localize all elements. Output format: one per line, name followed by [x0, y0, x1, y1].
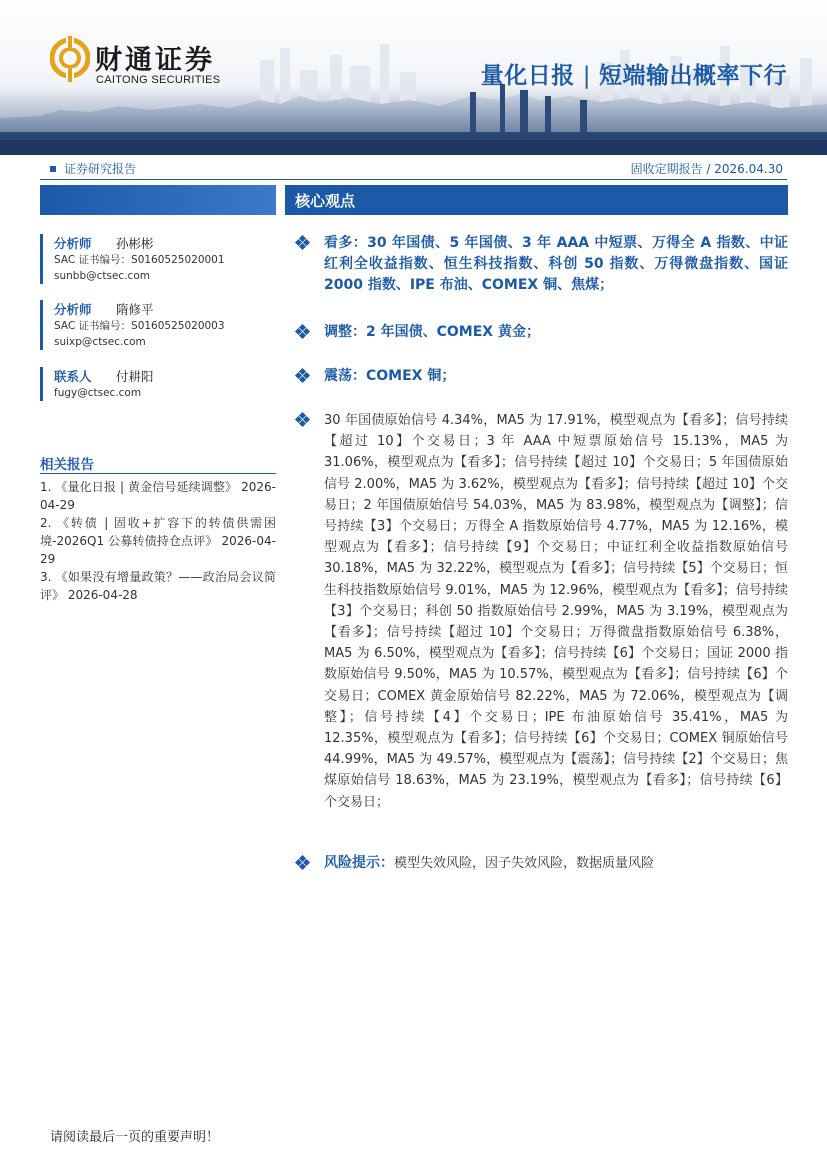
core-bullet-range	[296, 366, 788, 387]
core-views-title: 核心观点	[295, 192, 356, 210]
diamond-bullet-icon	[296, 413, 310, 427]
square-bullet-icon	[50, 166, 56, 172]
analyst-name: 隋修平	[116, 302, 154, 317]
analyst-role: 分析师	[54, 302, 92, 317]
report-series: 量化日报	[480, 63, 575, 89]
analyst-cert: SAC 证书编号：S0160525020003	[54, 320, 225, 332]
contact-role: 联系人	[54, 369, 92, 384]
contact-name: 付耕阳	[116, 369, 154, 384]
diamond-bullet-icon	[296, 325, 310, 339]
doc-type	[50, 160, 136, 177]
doc-type-label: 证券研究报告	[64, 162, 137, 176]
related-report-item[interactable]: 1. 《量化日报 | 黄金信号延续调整》 2026-04-29	[40, 480, 276, 512]
logo-english-name: CAITONG SECURITIES	[96, 74, 221, 86]
disclaimer-footer: 请阅读最后一页的重要声明！	[50, 1130, 220, 1145]
signal-details-paragraph: 30 年国债原始信号 4.34%，MA5 为 17.91%，模型观点为【看多】；信号持续【超过 10】个交易日；3 年 AAA 中短票原始信号 15.13%，MA5 为 31.06%，模型观点为【看多】；信号持续【超过 10】个交易日；5 年国债原始信号 2.00%，MA5 为 3.62%，模型观点为【看多】；信号持续【超过 10】个交易日；2 年国债原始信号 54.03%，MA5 为 83.98%，模型观点为【调整】；信号持续【3】个交易日；万得全 A 指数原始信号 4.77%，MA5 为 12.16%，模型观点为【看多】；信号持续【9】个交易日；中证红利全收益指数原始信号 30.18%，MA5 为 32.22%，模型观点为【看多】；信号持续【5】个交易日；恒生科技指数原始信号 9.01%，MA5 为 12.96%，模型观点为【看多】；信号持续【3】个交易日；科创 50 指数原始信号 2.99%，MA5 为 3.19%，模型观点为【看多】；信号持续【超过 10】个交易日；万得微盘指数原始信号 6.38%，MA5 为 6.50%，模型观点为【看多】；信号持续【6】个交易日；国证 2000 指数原始信号 9.50%，MA5 为 10.57%，模型观点为【看多】；信号持续【6】个交易日；COMEX 黄金原始信号 82.22%，MA5 为 72.06%，模型观点为【调整】；信号持续【4】个交易日；IPE 布油原始信号 35.41%，MA5 为 12.35%，模型观点为【看多】；信号持续【6】个交易日；COMEX 铜原始信号 44.99%，MA5 为 49.57%，模型观点为【震荡】；信号持续【2】个交易日；焦煤原始信号 18.63%，MA5 为 23.19%，模型观点为【看多】；信号持续【6】个交易日；	[324, 413, 788, 810]
core-views-header	[285, 185, 788, 215]
company-logo	[50, 36, 250, 96]
analyst-email[interactable]: sunbb@ctsec.com	[54, 270, 150, 282]
core-bullet-details	[296, 410, 788, 813]
adjust-list: 调整：2 年国债、COMEX 黄金；	[324, 324, 540, 340]
risk-label: 风险提示：	[324, 855, 394, 871]
related-reports	[40, 453, 276, 604]
diamond-bullet-icon	[296, 369, 310, 383]
range-list: 震荡：COMEX 铜；	[324, 368, 456, 384]
report-meta-bar	[40, 158, 787, 180]
report-headline: 短端输出概率下行	[599, 63, 787, 89]
sidebar-header-bar	[40, 185, 276, 215]
bullish-list: 看多：30 年国债、5 年国债、3 年 AAA 中短票、万得全 A 指数、中证红利全收益指数、恒生科技指数、科创 50 指数、万得微盘指数、国证 2000 指数、IPE 布油、COMEX 铜、焦煤；	[324, 235, 788, 293]
related-report-item[interactable]: 2. 《转债 | 固收+扩容下的转债供需困境-2026Q1 公募转债持仓点评》 2026-04-29	[40, 516, 276, 566]
diamond-bullet-icon	[296, 236, 310, 250]
risk-warning	[324, 853, 788, 874]
report-title	[481, 57, 787, 90]
report-header	[0, 0, 827, 155]
related-reports-title: 相关报告	[40, 457, 94, 473]
contact-email[interactable]: fugy@ctsec.com	[54, 387, 142, 399]
related-report-item[interactable]: 3. 《如果没有增量政策？——政治局会议简评》 2026-04-28	[40, 570, 276, 602]
caitong-logo-icon	[50, 36, 90, 84]
diamond-bullet-icon	[296, 856, 310, 870]
analyst-card	[40, 234, 276, 284]
core-bullet-adjust	[296, 322, 788, 343]
category-date: 固收定期报告 / 2026.04.30	[630, 162, 783, 176]
analyst-role: 分析师	[54, 236, 92, 251]
title-separator: |	[582, 63, 591, 89]
analyst-email[interactable]: suixp@ctsec.com	[54, 336, 146, 348]
divider	[40, 473, 276, 474]
core-bullet-risk	[296, 853, 788, 874]
core-bullet-bullish	[296, 233, 788, 296]
contact-card	[40, 367, 276, 401]
analyst-name: 孙彬彬	[116, 236, 154, 251]
analyst-cert: SAC 证书编号：S0160525020001	[54, 254, 225, 266]
risk-text: 模型失效风险，因子失效风险，数据质量风险	[394, 856, 655, 871]
logo-chinese-name: 财通证券	[95, 45, 215, 76]
analyst-card	[40, 300, 276, 350]
